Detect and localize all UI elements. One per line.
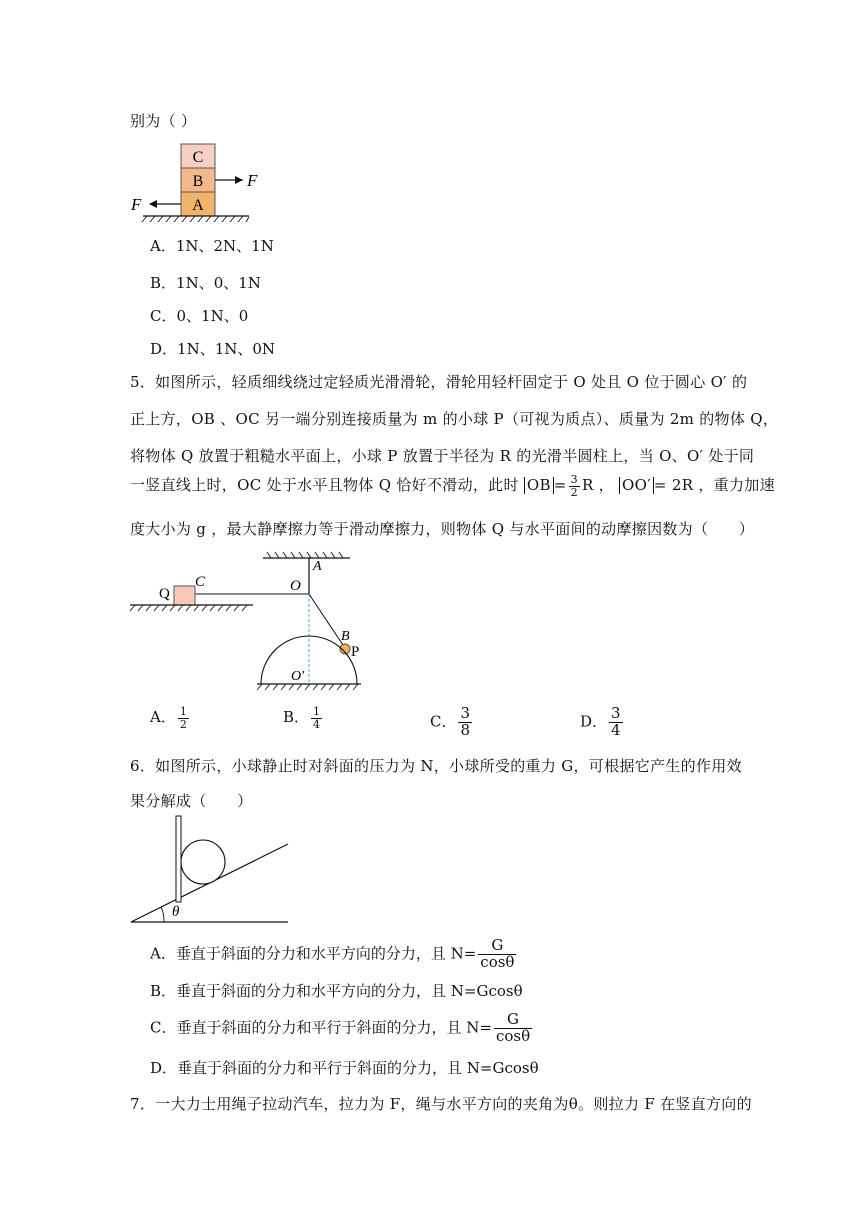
q5-ratio-num: 3 [570,473,578,486]
q6-option-c-text: C．垂直于斜面的分力和平行于斜面的分力，且 N= [150,1018,492,1037]
q6-option-c-fraction [494,1012,532,1045]
q5-line-5: 度大小为 g ，最大静摩擦力等于滑动摩擦力，则物体 Q 与水平面间的动摩擦因数为（ ） [130,520,755,538]
q4-option-a: A．1N、2N、1N [150,237,274,255]
q5-option-a [150,706,191,730]
q4-option-d: D．1N、1N、0N [150,340,276,358]
q6-line-1: 6．如图所示，小球静止时对斜面的压力为 N，小球所受的重力 G，可根据它产生的作用效 [130,757,742,775]
angle-theta-label: θ [172,904,180,920]
q5-line-4-text: 一竖直线上时，OC 处于水平且物体 Q 恰好不滑动，此时 [130,476,519,495]
point-o-label: O [290,578,301,594]
ball-p-label: P [351,644,360,660]
block-a-label: A [192,197,204,214]
q5-line-4 [130,474,775,498]
q5-option-c-fraction [458,706,472,739]
q5-oo-abs: OO′ [619,477,654,494]
q5-option-d-fraction [609,706,623,739]
q6-option-c-den: cosθ [495,1026,531,1045]
q4-option-c: C．0、1N、0 [150,307,249,325]
q5-eq-2: = 2R ，重力加速 [653,476,775,495]
q5-option-b-label: B． [283,708,310,727]
q5-option-b [283,706,324,730]
q6-option-c-num: G [494,1012,532,1029]
q5-option-b-den: 4 [313,717,321,731]
q5-option-c-num: 3 [460,704,471,722]
object-q-label: Q [159,586,170,602]
q5-ratio-den: 2 [570,485,578,499]
block-c-label: C [192,149,204,166]
q5-option-a-label: A． [150,708,176,727]
q4-option-b: B．1N、0、1N [150,274,261,292]
q4-figure [125,140,285,225]
q6-option-a-den: cosθ [480,952,515,971]
q6-option-c [150,1012,534,1045]
q5-ob-abs: OB [524,477,554,494]
q6-option-b: B．垂直于斜面的分力和水平方向的分力，且 N=Gcosθ [150,982,523,1000]
q5-option-b-num: 1 [313,705,321,718]
q5-option-b-fraction [311,706,322,730]
q6-line-2: 果分解成（ ） [130,792,253,810]
point-c-label: C [195,574,206,590]
q6-option-a-fraction [478,938,516,971]
q5-figure [125,550,375,695]
q6-option-a [150,938,518,971]
q5-option-d-den: 4 [611,720,621,739]
q5-option-a-fraction [178,706,189,730]
q4-tail-text: 别为（ ） [130,112,197,130]
q5-option-d-num: 3 [611,704,621,722]
q5-line-1: 5．如图所示，轻质细线绕过定轻质光滑滑轮，滑轮用轻杆固定于 O 处且 O 位于圆心 O′ 的 [130,373,748,391]
q5-option-c-label: C． [430,712,457,731]
q5-option-c-den: 8 [460,720,471,739]
block-b-label: B [192,173,204,190]
force-right-label: F [247,171,258,190]
q5-option-a-num: 1 [179,705,187,718]
q6-figure [128,812,298,927]
q6-option-a-num: G [478,938,516,955]
q6-option-d: D．垂直于斜面的分力和平行于斜面的分力，且 N=Gcosθ [150,1059,539,1077]
q5-option-a-den: 2 [179,717,187,731]
q5-line-3: 将物体 Q 放置于粗糙水平面上，小球 P 放置于半径为 R 的光滑半圆柱上，当 O、O′ 处于同 [130,447,755,465]
point-a-label: A [313,559,322,574]
center-o-prime-label: O′ [291,669,305,684]
q6-option-a-text: A．垂直于斜面的分力和水平方向的分力，且 N= [150,944,477,963]
force-left-label: F [131,195,142,214]
q5-ratio-fraction [569,474,580,498]
q5-line-2: 正上方，OB 、OC 另一端分别连接质量为 m 的小球 P（可视为质点）、质量为 2m 的物体 Q， [130,410,779,428]
q7-line-1: 7．一大力士用绳子拉动汽车，拉力为 F，绳与水平方向的夹角为θ。则拉力 F 在竖直方向的 [130,1095,752,1113]
q5-option-c [430,706,474,739]
q5-option-d [580,706,625,739]
q5-option-d-label: D． [580,712,608,731]
point-b-label: B [341,629,350,644]
q5-eq-1: = [553,476,567,495]
q5-r-text: R ， [581,476,614,495]
